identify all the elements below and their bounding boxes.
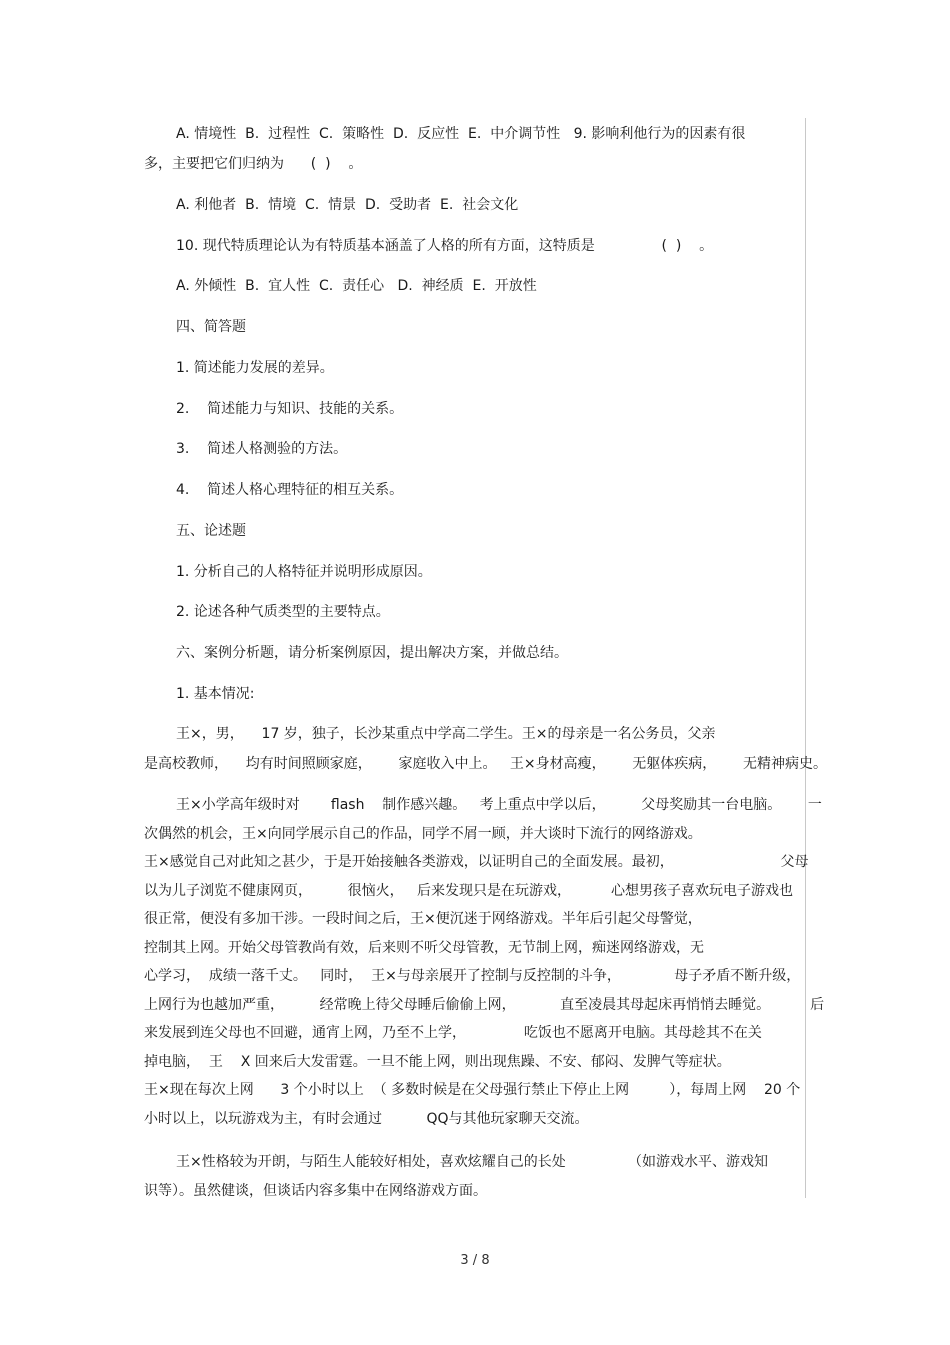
case-paragraph-2-line: 来发展到连父母也不回避，通宵上网，乃至不上学， 吃饭也不愿离开电脑。其母趁其不在关 [144, 1025, 762, 1041]
case-paragraph-2-line: 以为儿子浏览不健康网页， 很恼火， 后来发现只是在玩游戏， 心想男孩子喜欢玩电子游戏也 [144, 883, 794, 899]
section-4-title: 四、简答题 [176, 319, 246, 335]
case-paragraph-2-line: 心学习， 成绩一落千丈。 同时， 王×与母亲展开了控制与反控制的斗争， 母子矛盾不断升级， [144, 968, 801, 984]
case-paragraph-2-line: 上网行为也越加严重， 经常晚上待父母睡后偷偷上网， 直至凌晨其母起床再悄悄去睡觉。 后 [144, 997, 825, 1013]
case-paragraph-2-line: 很正常，便没有多加干涉。一段时间之后，王×便沉迷于网络游戏。半年后引起父母警觉， [144, 911, 702, 927]
section-5-item: 2. 论述各种气质类型的主要特点。 [176, 604, 390, 620]
section-4-item: 4. 简述人格心理特征的相互关系。 [176, 482, 404, 498]
case-paragraph-2-line: 掉电脑， 王 X 回来后大发雷霆。一旦不能上网，则出现焦躁、不安、郁闷、发脾气等症状。 [144, 1054, 731, 1070]
case-paragraph-2-line: 控制其上网。开始父母管教尚有效，后来则不听父母管教，无节制上网，痴迷网络游戏，无 [144, 940, 704, 956]
q10-options: A. 外倾性 B. 宜人性 C. 责任心 D. 神经质 E. 开放性 [176, 278, 537, 294]
section-4-item: 1. 简述能力发展的差异。 [176, 360, 334, 376]
q10-stem: 10. 现代特质理论认为有特质基本涵盖了人格的所有方面，这特质是 ( ) 。 [176, 238, 714, 254]
right-margin-rule [805, 118, 806, 1198]
section-5-item: 1. 分析自己的人格特征并说明形成原因。 [176, 564, 432, 580]
case-paragraph-3-line: 王×性格较为开朗，与陌生人能较好相处，喜欢炫耀自己的长处 （如游戏水平、游戏知 [176, 1154, 769, 1170]
section-4-item: 3. 简述人格测验的方法。 [176, 441, 348, 457]
case-paragraph-2-line: 王×现在每次上网 3 个小时以上 （ 多数时候是在父母强行禁止下停止上网 ），每周上网 20 个 [144, 1082, 801, 1098]
q9-options: A. 利他者 B. 情境 C. 情景 D. 受助者 E. 社会文化 [176, 197, 519, 213]
case-heading: 1. 基本情况: [176, 686, 255, 702]
case-paragraph-1-line: 是高校教师， 均有时间照顾家庭， 家庭收入中上。 王×身材高瘦， 无躯体疾病， 无精神病史。 [144, 756, 827, 772]
case-paragraph-3-line: 识等）。虽然健谈，但谈话内容多集中在网络游戏方面。 [144, 1183, 487, 1199]
section-5-title: 五、论述题 [176, 523, 246, 539]
case-paragraph-2-line: 王×感觉自己对此知之甚少，于是开始接触各类游戏，以证明自己的全面发展。最初， 父母 [144, 854, 809, 870]
page-number: 3 / 8 [460, 1253, 490, 1268]
q8-options-and-q9-stem: A. 情境性 B. 过程性 C. 策略性 D. 反应性 E. 中介调节性 9. 影响利他行为的因素有很 [176, 126, 746, 142]
case-paragraph-2-line: 次偶然的机会，王×向同学展示自己的作品，同学不屑一顾，并大谈时下流行的网络游戏。 [144, 826, 702, 842]
q9-stem-continuation: 多，主要把它们归纳为 ( ) 。 [144, 156, 363, 172]
case-paragraph-2-line: 王×小学高年级时对 flash 制作感兴趣。 考上重点中学以后， 父母奖励其一台电脑。 一 [176, 797, 822, 813]
section-6-title: 六、案例分析题，请分析案例原因，提出解决方案，并做总结。 [176, 645, 568, 661]
case-paragraph-2-line: 小时以上，以玩游戏为主，有时会通过 QQ与其他玩家聊天交流。 [144, 1111, 589, 1127]
case-paragraph-1-line: 王×，男， 17 岁，独子，长沙某重点中学高二学生。王×的母亲是一名公务员，父亲 [176, 726, 716, 742]
section-4-item: 2. 简述能力与知识、技能的关系。 [176, 401, 404, 417]
